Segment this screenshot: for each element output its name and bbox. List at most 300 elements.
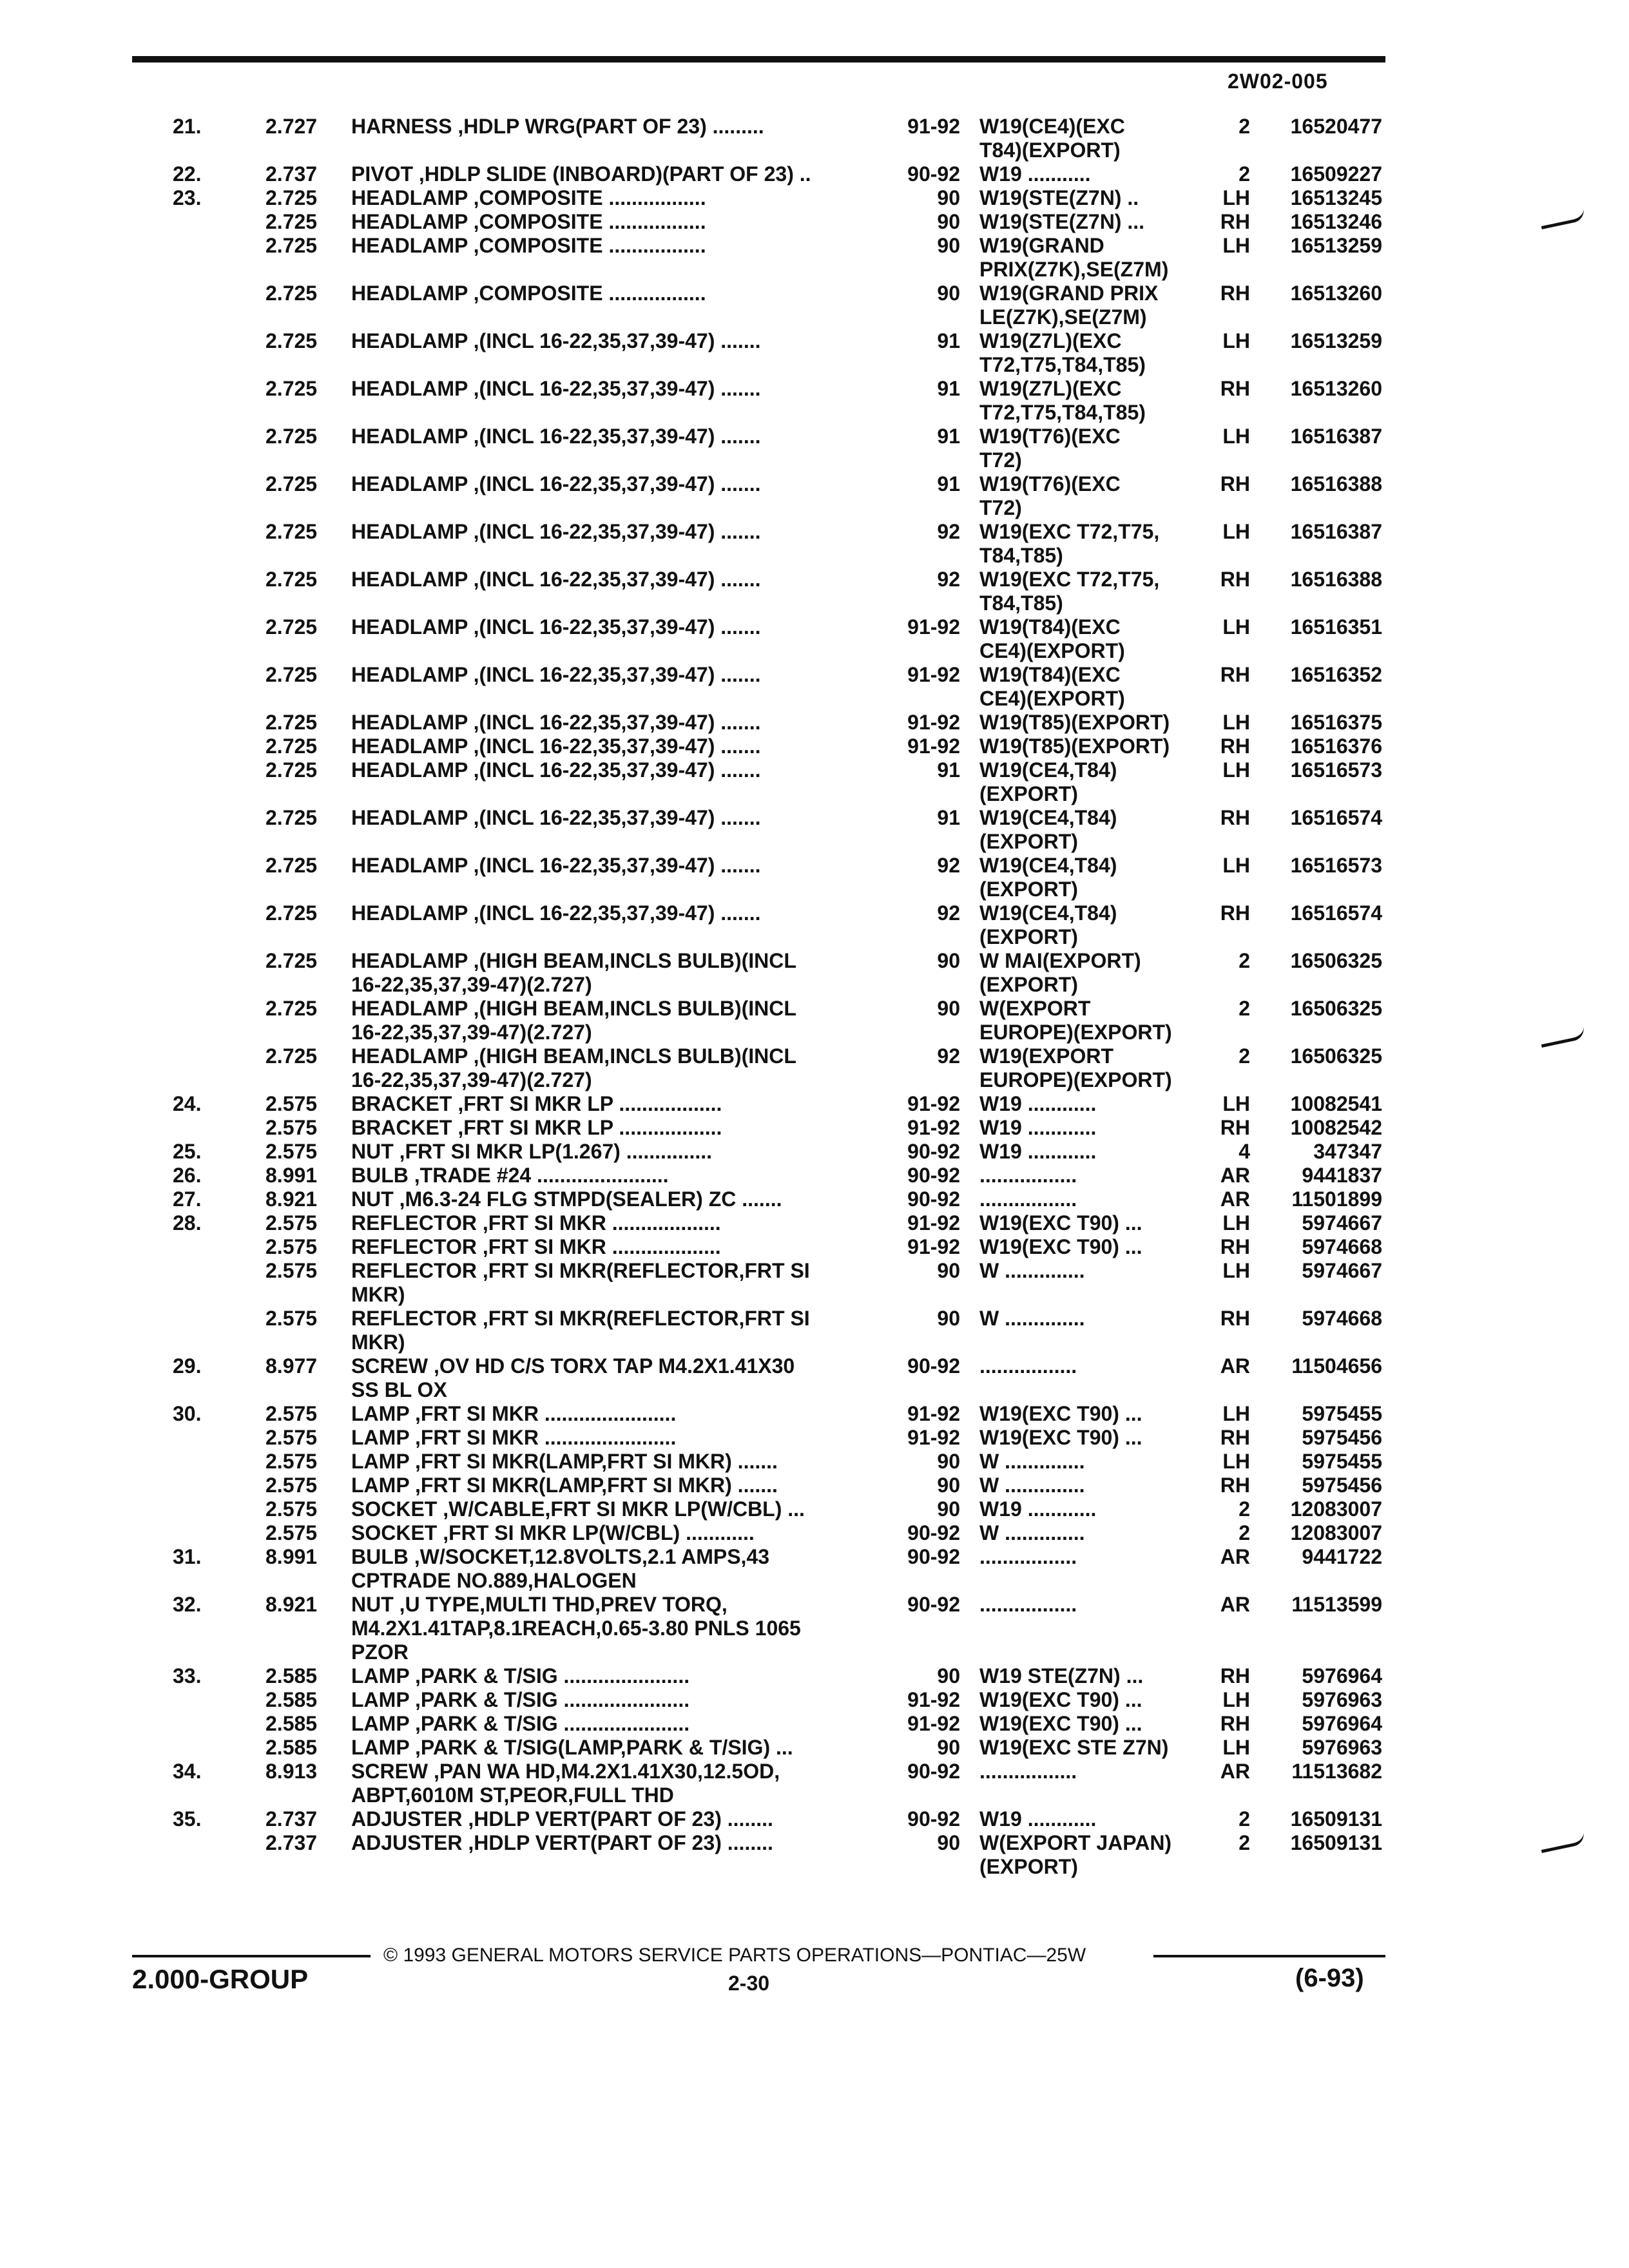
part-number: 11501899 xyxy=(1291,1187,1382,1211)
quantity: RH xyxy=(1220,1116,1250,1139)
group-code: 2.575 xyxy=(265,1140,318,1163)
part-description: BULB ,W/SOCKET,12.8VOLTS,2.1 AMPS,43 CPTRADE NO.889,HALOGEN xyxy=(351,1545,770,1592)
part-description: HEADLAMP ,(INCL 16-22,35,37,39-47) ....... xyxy=(351,735,761,758)
quantity: RH xyxy=(1220,1235,1250,1258)
part-description: LAMP ,PARK & T/SIG(LAMP,PARK & T/SIG) ... xyxy=(351,1736,793,1759)
table-row xyxy=(0,758,1629,806)
group-code: 2.725 xyxy=(265,282,318,305)
part-description: ADJUSTER ,HDLP VERT(PART OF 23) ........ xyxy=(351,1831,773,1854)
part-description: SCREW ,PAN WA HD,M4.2X1.41X30,12.5OD, ABPT,6010M ST,PEOR,FULL THD xyxy=(351,1760,780,1807)
group-code: 8.991 xyxy=(265,1545,318,1568)
part-number: 16516352 xyxy=(1290,663,1382,686)
model-usage: W19 ............ xyxy=(979,1140,1097,1163)
group-code: 8.921 xyxy=(265,1187,318,1211)
group-code: 2.725 xyxy=(265,758,318,782)
quantity: AR xyxy=(1220,1760,1250,1783)
table-row xyxy=(0,1474,1629,1497)
group-code: 2.575 xyxy=(265,1092,318,1115)
part-number: 347347 xyxy=(1313,1140,1382,1163)
quantity: RH xyxy=(1220,1307,1250,1330)
part-number: 12083007 xyxy=(1290,1521,1382,1544)
quantity: 2 xyxy=(1239,997,1250,1020)
quantity: LH xyxy=(1222,854,1250,877)
model-usage: W(EXPORT EUROPE)(EXPORT) xyxy=(979,997,1172,1044)
part-description: HEADLAMP ,(INCL 16-22,35,37,39-47) ....... xyxy=(351,520,761,543)
part-number: 11504656 xyxy=(1291,1354,1382,1378)
table-row xyxy=(0,1092,1629,1116)
model-usage: W19 ............ xyxy=(979,1807,1097,1831)
model-years: 91-92 xyxy=(907,1402,960,1425)
model-usage: W19(EXC T72,T75, T84,T85) xyxy=(979,568,1160,615)
model-usage: W(EXPORT JAPAN) (EXPORT) xyxy=(979,1831,1172,1878)
part-description: LAMP ,FRT SI MKR ....................... xyxy=(351,1402,677,1425)
model-years: 91-92 xyxy=(907,735,960,758)
part-description: HEADLAMP ,COMPOSITE ................. xyxy=(351,234,706,257)
model-years: 91-92 xyxy=(907,115,960,138)
quantity: RH xyxy=(1220,806,1250,829)
ref-number: 28. xyxy=(173,1211,202,1235)
model-usage: W19(EXC T72,T75, T84,T85) xyxy=(979,520,1160,567)
model-years: 90-92 xyxy=(907,1545,960,1568)
group-code: 2.575 xyxy=(265,1426,318,1449)
model-years: 90-92 xyxy=(907,1593,960,1616)
model-years: 91-92 xyxy=(907,663,960,686)
group-code: 2.725 xyxy=(265,568,318,591)
group-code: 8.921 xyxy=(265,1593,318,1616)
model-years: 91 xyxy=(937,472,960,495)
model-years: 91-92 xyxy=(907,615,960,639)
table-row xyxy=(0,162,1629,186)
part-number: 16516387 xyxy=(1290,425,1382,448)
part-number: 5974668 xyxy=(1302,1235,1382,1258)
group-code: 2.575 xyxy=(265,1211,318,1235)
model-years: 90-92 xyxy=(907,1760,960,1783)
part-description: HEADLAMP ,(INCL 16-22,35,37,39-47) ....... xyxy=(351,711,761,734)
quantity: LH xyxy=(1222,1211,1250,1235)
model-usage: W19(T84)(EXC CE4)(EXPORT) xyxy=(979,663,1125,710)
group-code: 2.585 xyxy=(265,1712,318,1735)
model-usage: W19(CE4,T84) (EXPORT) xyxy=(979,758,1117,805)
group-code: 2.725 xyxy=(265,711,318,734)
ref-number: 33. xyxy=(173,1664,202,1687)
table-row xyxy=(0,329,1629,377)
quantity: RH xyxy=(1220,282,1250,305)
group-code: 2.575 xyxy=(265,1521,318,1544)
model-usage: W .............. xyxy=(979,1307,1085,1330)
part-description: LAMP ,FRT SI MKR(LAMP,FRT SI MKR) ....... xyxy=(351,1450,778,1473)
part-description: HEADLAMP ,(INCL 16-22,35,37,39-47) ....... xyxy=(351,425,761,448)
footer-date: (6-93) xyxy=(1295,1964,1364,1992)
part-number: 5974667 xyxy=(1302,1211,1382,1235)
group-code: 2.725 xyxy=(265,854,318,877)
quantity: RH xyxy=(1220,1712,1250,1735)
quantity: RH xyxy=(1220,377,1250,400)
group-code: 2.725 xyxy=(265,1044,318,1068)
part-description: HEADLAMP ,(INCL 16-22,35,37,39-47) ....... xyxy=(351,568,761,591)
model-years: 90 xyxy=(937,1307,960,1330)
part-description: SOCKET ,W/CABLE,FRT SI MKR LP(W/CBL) ... xyxy=(351,1497,805,1521)
quantity: 2 xyxy=(1239,1521,1250,1544)
table-row xyxy=(0,1044,1629,1092)
model-usage: W19(STE(Z7N) .. xyxy=(979,186,1139,209)
model-years: 90 xyxy=(937,1831,960,1854)
part-number: 5975456 xyxy=(1302,1474,1382,1497)
part-number: 16516351 xyxy=(1290,615,1382,639)
part-description: LAMP ,FRT SI MKR ....................... xyxy=(351,1426,677,1449)
table-row xyxy=(0,210,1629,234)
group-code: 2.725 xyxy=(265,520,318,543)
part-number: 16513260 xyxy=(1290,377,1382,400)
table-row xyxy=(0,735,1629,758)
part-description: HEADLAMP ,(INCL 16-22,35,37,39-47) ....... xyxy=(351,901,761,925)
model-years: 90 xyxy=(937,282,960,305)
group-code: 8.977 xyxy=(265,1354,318,1378)
group-code: 2.737 xyxy=(265,1831,318,1854)
model-usage: W19(T76)(EXC T72) xyxy=(979,472,1121,519)
model-years: 92 xyxy=(937,1044,960,1068)
model-years: 90 xyxy=(937,210,960,233)
model-usage: W19(GRAND PRIX LE(Z7K),SE(Z7M) xyxy=(979,282,1159,329)
model-years: 91-92 xyxy=(907,1426,960,1449)
ref-number: 32. xyxy=(173,1593,202,1616)
model-years: 92 xyxy=(937,568,960,591)
model-years: 91-92 xyxy=(907,711,960,734)
part-description: HEADLAMP ,(INCL 16-22,35,37,39-47) ....... xyxy=(351,615,761,639)
group-code: 2.725 xyxy=(265,997,318,1020)
quantity: RH xyxy=(1220,1426,1250,1449)
quantity: RH xyxy=(1220,901,1250,925)
model-usage: W19 ............ xyxy=(979,1092,1097,1115)
part-description: REFLECTOR ,FRT SI MKR(REFLECTOR,FRT SI MKR) xyxy=(351,1259,810,1306)
table-row xyxy=(0,1760,1629,1807)
part-description: HARNESS ,HDLP WRG(PART OF 23) ......... xyxy=(351,115,764,138)
table-row xyxy=(0,1211,1629,1235)
part-description: PIVOT ,HDLP SLIDE (INBOARD)(PART OF 23) .. xyxy=(351,162,811,186)
part-number: 5976964 xyxy=(1302,1712,1382,1735)
model-usage: W19(EXC T90) ... xyxy=(979,1235,1142,1258)
model-usage: W19(GRAND PRIX(Z7K),SE(Z7M) xyxy=(979,234,1169,281)
quantity: 4 xyxy=(1239,1140,1250,1163)
ref-number: 23. xyxy=(173,186,202,209)
model-usage: W19 ........... xyxy=(979,162,1091,186)
model-years: 90 xyxy=(937,1664,960,1687)
table-row xyxy=(0,520,1629,568)
part-number: 5974667 xyxy=(1302,1259,1382,1282)
model-usage: W .............. xyxy=(979,1474,1085,1497)
group-code: 2.725 xyxy=(265,210,318,233)
part-number: 12083007 xyxy=(1290,1497,1382,1521)
model-years: 91 xyxy=(937,806,960,829)
model-usage: W19(T85)(EXPORT) xyxy=(979,711,1170,734)
group-code: 2.725 xyxy=(265,949,318,972)
part-description: HEADLAMP ,COMPOSITE ................. xyxy=(351,210,706,233)
ref-number: 30. xyxy=(173,1402,202,1425)
group-code: 2.725 xyxy=(265,735,318,758)
quantity: RH xyxy=(1220,735,1250,758)
table-row xyxy=(0,186,1629,210)
part-number: 16520477 xyxy=(1290,115,1382,138)
part-description: SCREW ,OV HD C/S TORX TAP M4.2X1.41X30 SS BL OX xyxy=(351,1354,795,1401)
model-years: 90-92 xyxy=(907,1521,960,1544)
part-number: 16516376 xyxy=(1290,735,1382,758)
part-description: HEADLAMP ,COMPOSITE ................. xyxy=(351,282,706,305)
table-row xyxy=(0,806,1629,854)
model-usage: W19(EXC T90) ... xyxy=(979,1402,1142,1425)
quantity: LH xyxy=(1222,1450,1250,1473)
part-description: BRACKET ,FRT SI MKR LP .................. xyxy=(351,1092,722,1115)
part-number: 16513245 xyxy=(1290,186,1382,209)
model-years: 91-92 xyxy=(907,1235,960,1258)
part-number: 16516574 xyxy=(1290,901,1382,925)
model-years: 90-92 xyxy=(907,1807,960,1831)
part-number: 11513599 xyxy=(1291,1593,1382,1616)
model-years: 92 xyxy=(937,901,960,925)
group-code: 2.725 xyxy=(265,234,318,257)
model-years: 90 xyxy=(937,1497,960,1521)
table-row xyxy=(0,854,1629,901)
table-row xyxy=(0,1521,1629,1545)
model-years: 90 xyxy=(937,1736,960,1759)
table-row xyxy=(0,1426,1629,1450)
part-description: HEADLAMP ,(HIGH BEAM,INCLS BULB)(INCL 16-22,35,37,39-47)(2.727) xyxy=(351,997,796,1044)
quantity: LH xyxy=(1222,1402,1250,1425)
model-years: 92 xyxy=(937,520,960,543)
ref-number: 24. xyxy=(173,1092,202,1115)
table-row xyxy=(0,1164,1629,1187)
model-usage: W19(EXC T90) ... xyxy=(979,1712,1142,1735)
group-code: 2.585 xyxy=(265,1736,318,1759)
quantity: LH xyxy=(1222,520,1250,543)
parts-list xyxy=(0,115,1629,1879)
quantity: AR xyxy=(1220,1545,1250,1568)
group-code: 2.575 xyxy=(265,1497,318,1521)
part-number: 10082542 xyxy=(1290,1116,1382,1139)
part-number: 16509227 xyxy=(1290,162,1382,186)
ref-number: 25. xyxy=(173,1140,202,1163)
model-years: 90-92 xyxy=(907,1140,960,1163)
table-row xyxy=(0,711,1629,735)
part-number: 16516388 xyxy=(1290,472,1382,495)
part-description: HEADLAMP ,(INCL 16-22,35,37,39-47) ....... xyxy=(351,472,761,495)
ref-number: 21. xyxy=(173,115,202,138)
group-code: 2.725 xyxy=(265,377,318,400)
group-code: 2.725 xyxy=(265,472,318,495)
group-code: 2.725 xyxy=(265,615,318,639)
part-number: 16506325 xyxy=(1290,949,1382,972)
table-row xyxy=(0,663,1629,711)
quantity: 2 xyxy=(1239,1831,1250,1854)
table-row xyxy=(0,1450,1629,1474)
part-description: HEADLAMP ,COMPOSITE ................. xyxy=(351,186,706,209)
model-years: 91-92 xyxy=(907,1688,960,1711)
model-usage: W19(EXC T90) ... xyxy=(979,1688,1142,1711)
part-number: 16513259 xyxy=(1290,234,1382,257)
part-description: BRACKET ,FRT SI MKR LP .................. xyxy=(351,1116,722,1139)
part-number: 11513682 xyxy=(1291,1760,1382,1783)
group-code: 2.575 xyxy=(265,1402,318,1425)
quantity: 2 xyxy=(1239,949,1250,972)
group-code: 2.575 xyxy=(265,1259,318,1282)
quantity: LH xyxy=(1222,615,1250,639)
part-number: 16516387 xyxy=(1290,520,1382,543)
quantity: 2 xyxy=(1239,162,1250,186)
part-description: HEADLAMP ,(INCL 16-22,35,37,39-47) ....... xyxy=(351,663,761,686)
group-code: 2.737 xyxy=(265,162,318,186)
table-row xyxy=(0,1712,1629,1736)
footer-page-number: 2-30 xyxy=(728,1972,770,1995)
model-usage: W .............. xyxy=(979,1521,1085,1544)
part-number: 16506325 xyxy=(1290,997,1382,1020)
table-row xyxy=(0,1831,1629,1879)
ref-number: 22. xyxy=(173,162,202,186)
quantity: LH xyxy=(1222,329,1250,352)
quantity: LH xyxy=(1222,234,1250,257)
part-description: LAMP ,PARK & T/SIG ...................... xyxy=(351,1688,690,1711)
table-row xyxy=(0,425,1629,472)
table-row xyxy=(0,115,1629,162)
part-description: HEADLAMP ,(INCL 16-22,35,37,39-47) ....... xyxy=(351,806,761,829)
model-usage: W19(CE4,T84) (EXPORT) xyxy=(979,901,1117,948)
table-row xyxy=(0,234,1629,282)
model-usage: W .............. xyxy=(979,1450,1085,1473)
group-code: 2.585 xyxy=(265,1688,318,1711)
part-description: SOCKET ,FRT SI MKR LP(W/CBL) ............ xyxy=(351,1521,755,1544)
model-usage: W19(T76)(EXC T72) xyxy=(979,425,1121,472)
model-years: 90 xyxy=(937,1259,960,1282)
model-years: 90 xyxy=(937,186,960,209)
model-usage: W MAI(EXPORT) (EXPORT) xyxy=(979,949,1141,996)
part-description: HEADLAMP ,(INCL 16-22,35,37,39-47) ....... xyxy=(351,758,761,782)
part-number: 5975455 xyxy=(1302,1450,1382,1473)
model-years: 91 xyxy=(937,329,960,352)
part-number: 16516573 xyxy=(1290,854,1382,877)
table-row xyxy=(0,997,1629,1044)
ref-number: 35. xyxy=(173,1807,202,1831)
part-number: 16506325 xyxy=(1290,1044,1382,1068)
table-row xyxy=(0,949,1629,997)
model-years: 91-92 xyxy=(907,1092,960,1115)
model-usage: W19 ............ xyxy=(979,1497,1097,1521)
model-usage: W19(CE4,T84) (EXPORT) xyxy=(979,806,1117,853)
table-row xyxy=(0,1354,1629,1402)
model-years: 91-92 xyxy=(907,1116,960,1139)
group-code: 2.575 xyxy=(265,1474,318,1497)
table-row xyxy=(0,901,1629,949)
model-usage: W19(EXC STE Z7N) xyxy=(979,1736,1169,1759)
group-code: 2.575 xyxy=(265,1450,318,1473)
table-row xyxy=(0,1402,1629,1426)
model-usage: ................. xyxy=(979,1593,1077,1616)
quantity: LH xyxy=(1222,711,1250,734)
model-usage: W19(EXC T90) ... xyxy=(979,1211,1142,1235)
table-row xyxy=(0,1140,1629,1164)
table-row xyxy=(0,1235,1629,1259)
quantity: RH xyxy=(1220,1474,1250,1497)
table-row xyxy=(0,472,1629,520)
model-years: 90-92 xyxy=(907,1164,960,1187)
model-usage: W19 STE(Z7N) ... xyxy=(979,1664,1144,1687)
part-number: 16513260 xyxy=(1290,282,1382,305)
part-description: HEADLAMP ,(HIGH BEAM,INCLS BULB)(INCL 16-22,35,37,39-47)(2.727) xyxy=(351,1044,796,1091)
group-code: 2.737 xyxy=(265,1807,318,1831)
part-description: REFLECTOR ,FRT SI MKR(REFLECTOR,FRT SI MKR) xyxy=(351,1307,810,1354)
table-row xyxy=(0,1807,1629,1831)
quantity: AR xyxy=(1220,1187,1250,1211)
quantity: LH xyxy=(1222,1688,1250,1711)
model-usage: W19(CE4,T84) (EXPORT) xyxy=(979,854,1117,901)
table-row xyxy=(0,1545,1629,1593)
quantity: RH xyxy=(1220,1664,1250,1687)
table-row xyxy=(0,1307,1629,1354)
quantity: AR xyxy=(1220,1164,1250,1187)
model-years: 91-92 xyxy=(907,1211,960,1235)
model-years: 90-92 xyxy=(907,162,960,186)
group-code: 2.727 xyxy=(265,115,318,138)
part-number: 16516574 xyxy=(1290,806,1382,829)
quantity: AR xyxy=(1220,1354,1250,1378)
footer-rule-left xyxy=(132,1955,371,1957)
part-description: HEADLAMP ,(HIGH BEAM,INCLS BULB)(INCL 16-22,35,37,39-47)(2.727) xyxy=(351,949,796,996)
model-years: 90-92 xyxy=(907,1187,960,1211)
model-usage: ................. xyxy=(979,1545,1077,1568)
part-description: NUT ,U TYPE,MULTI THD,PREV TORQ, M4.2X1.41TAP,8.1REACH,0.65-3.80 PNLS 1065 PZOR xyxy=(351,1593,801,1664)
group-code: 8.913 xyxy=(265,1760,318,1783)
part-number: 9441837 xyxy=(1302,1164,1382,1187)
part-description: LAMP ,PARK & T/SIG ...................... xyxy=(351,1712,690,1735)
model-years: 90 xyxy=(937,1474,960,1497)
part-number: 5975456 xyxy=(1302,1426,1382,1449)
ref-number: 31. xyxy=(173,1545,202,1568)
model-years: 91 xyxy=(937,425,960,448)
part-description: LAMP ,FRT SI MKR(LAMP,FRT SI MKR) ....... xyxy=(351,1474,778,1497)
part-number: 16513259 xyxy=(1290,329,1382,352)
model-usage: ................. xyxy=(979,1187,1077,1211)
footer-group-label: 2.000-GROUP xyxy=(132,1964,309,1994)
group-code: 2.725 xyxy=(265,329,318,352)
table-row xyxy=(0,568,1629,615)
ref-number: 26. xyxy=(173,1164,202,1187)
quantity: LH xyxy=(1222,1092,1250,1115)
model-usage: W19(Z7L)(EXC T72,T75,T84,T85) xyxy=(979,377,1146,424)
part-number: 16513246 xyxy=(1290,210,1382,233)
quantity: LH xyxy=(1222,186,1250,209)
quantity: LH xyxy=(1222,1259,1250,1282)
part-number: 5975455 xyxy=(1302,1402,1382,1425)
quantity: LH xyxy=(1222,758,1250,782)
footer-rule-right xyxy=(1153,1955,1385,1957)
quantity: AR xyxy=(1220,1593,1250,1616)
table-row xyxy=(0,1187,1629,1211)
quantity: RH xyxy=(1220,663,1250,686)
model-usage: ................. xyxy=(979,1354,1077,1378)
part-description: HEADLAMP ,(INCL 16-22,35,37,39-47) ....... xyxy=(351,854,761,877)
model-usage: ................. xyxy=(979,1164,1077,1187)
part-number: 16516388 xyxy=(1290,568,1382,591)
page-code: 2W02-005 xyxy=(1228,70,1328,93)
group-code: 2.585 xyxy=(265,1664,318,1687)
part-description: REFLECTOR ,FRT SI MKR ................... xyxy=(351,1235,721,1258)
model-years: 91 xyxy=(937,758,960,782)
group-code: 2.575 xyxy=(265,1307,318,1330)
part-number: 5974668 xyxy=(1302,1307,1382,1330)
model-usage: W19(Z7L)(EXC T72,T75,T84,T85) xyxy=(979,329,1146,376)
group-code: 2.725 xyxy=(265,663,318,686)
table-row xyxy=(0,1116,1629,1140)
model-usage: W19(STE(Z7N) ... xyxy=(979,210,1145,233)
model-years: 91-92 xyxy=(907,1712,960,1735)
quantity: RH xyxy=(1220,210,1250,233)
quantity: 2 xyxy=(1239,115,1250,138)
